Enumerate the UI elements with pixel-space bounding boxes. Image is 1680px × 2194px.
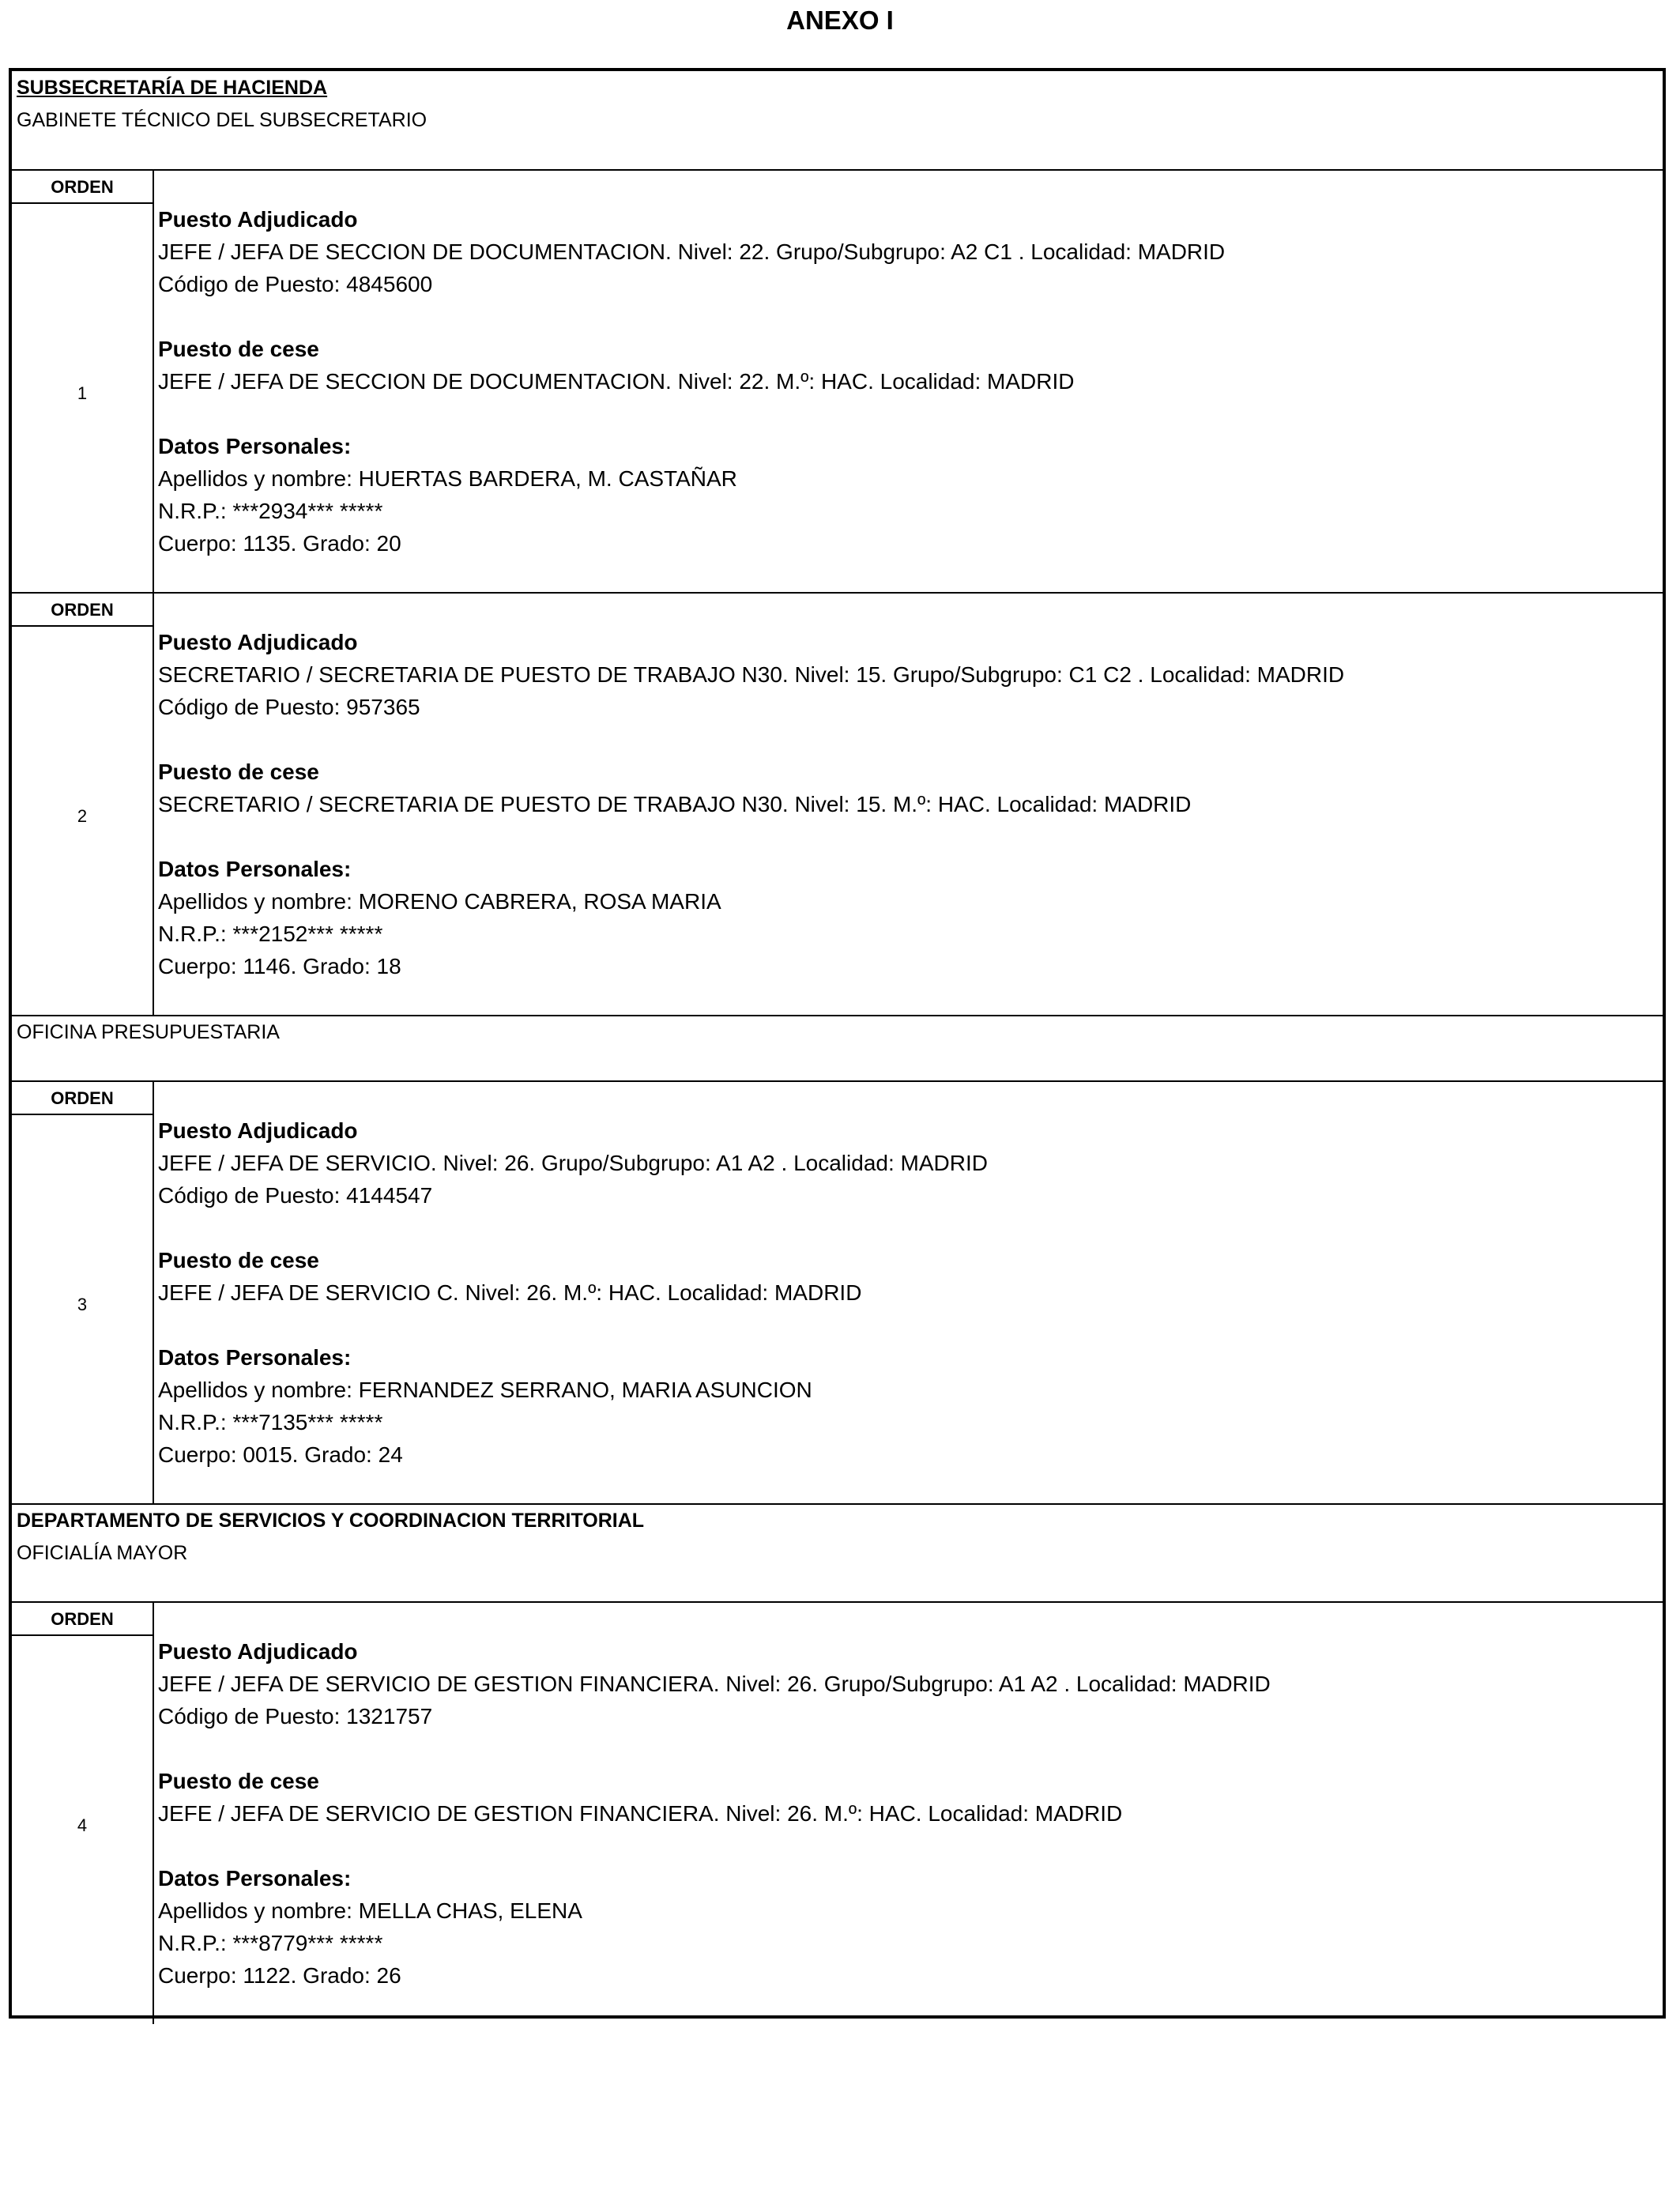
section-header <box>12 71 1663 169</box>
personales-heading: Datos Personales: <box>158 1345 352 1370</box>
cese-heading: Puesto de cese <box>158 760 319 784</box>
orden-label: ORDEN <box>12 1082 153 1115</box>
orden-column <box>12 594 154 1015</box>
adjudicado-text: JEFE / JEFA DE SERVICIO DE GESTION FINANCIERA. Nivel: 26. Grupo/Subgrupo: A1 A2 . Localidad: MADRID <box>158 1672 1271 1696</box>
orden-number: 3 <box>77 1295 88 1314</box>
orden-column <box>12 171 154 592</box>
section-title: SUBSECRETARÍA DE HACIENDA <box>17 77 328 99</box>
codigo-puesto: Código de Puesto: 957365 <box>158 695 420 719</box>
section-title: DEPARTAMENTO DE SERVICIOS Y COORDINACION TERRITORIAL <box>17 1510 645 1532</box>
cese-text: JEFE / JEFA DE SERVICIO DE GESTION FINANCIERA. Nivel: 26. M.º: HAC. Localidad: MADRID <box>158 1801 1123 1826</box>
adjudicado-heading: Puesto Adjudicado <box>158 630 358 654</box>
nrp-text: N.R.P.: ***2152*** ***** <box>158 922 383 946</box>
section-subtitle: OFICIALÍA MAYOR <box>17 1542 188 1564</box>
annex-table <box>9 68 1666 2019</box>
cuerpo-text: Cuerpo: 1135. Grado: 20 <box>158 531 401 556</box>
nombre-text: Apellidos y nombre: FERNANDEZ SERRANO, MARIA ASUNCION <box>158 1378 812 1402</box>
nombre-text: Apellidos y nombre: HUERTAS BARDERA, M. CASTAÑAR <box>158 466 737 491</box>
nrp-text: N.R.P.: ***2934*** ***** <box>158 499 383 523</box>
cese-heading: Puesto de cese <box>158 1769 319 1793</box>
cuerpo-text: Cuerpo: 0015. Grado: 24 <box>158 1442 403 1467</box>
codigo-puesto: Código de Puesto: 4845600 <box>158 272 433 296</box>
section-header <box>12 1503 1663 1601</box>
adjudicado-text: JEFE / JEFA DE SERVICIO. Nivel: 26. Grupo/Subgrupo: A1 A2 . Localidad: MADRID <box>158 1151 988 1175</box>
adjudicado-heading: Puesto Adjudicado <box>158 1118 358 1143</box>
entry-details <box>158 203 1225 560</box>
assignment-entry <box>12 169 1663 592</box>
personales-heading: Datos Personales: <box>158 434 352 458</box>
nrp-text: N.R.P.: ***7135*** ***** <box>158 1410 383 1434</box>
orden-column <box>12 1603 154 2024</box>
entry-details <box>158 1114 988 1471</box>
orden-label: ORDEN <box>12 594 153 627</box>
cuerpo-text: Cuerpo: 1122. Grado: 26 <box>158 1963 401 1988</box>
adjudicado-heading: Puesto Adjudicado <box>158 207 358 232</box>
codigo-puesto: Código de Puesto: 1321757 <box>158 1704 433 1728</box>
section-subtitle: GABINETE TÉCNICO DEL SUBSECRETARIO <box>17 109 428 131</box>
orden-number: 4 <box>77 1815 88 1835</box>
orden-number: 2 <box>77 806 88 826</box>
section-subtitle: OFICINA PRESUPUESTARIA <box>17 1021 280 1043</box>
orden-label: ORDEN <box>12 1603 153 1636</box>
orden-column <box>12 1082 154 1503</box>
adjudicado-text: JEFE / JEFA DE SECCION DE DOCUMENTACION. Nivel: 22. Grupo/Subgrupo: A2 C1 . Localidad: MADRID <box>158 239 1226 264</box>
section-header <box>12 1015 1663 1080</box>
assignment-entry <box>12 1080 1663 1503</box>
personales-heading: Datos Personales: <box>158 857 352 881</box>
orden-label: ORDEN <box>12 171 153 204</box>
codigo-puesto: Código de Puesto: 4144547 <box>158 1183 433 1208</box>
cese-text: JEFE / JEFA DE SERVICIO C. Nivel: 26. M.º: HAC. Localidad: MADRID <box>158 1280 862 1305</box>
cese-heading: Puesto de cese <box>158 1248 319 1272</box>
personales-heading: Datos Personales: <box>158 1866 352 1891</box>
adjudicado-heading: Puesto Adjudicado <box>158 1639 358 1664</box>
entry-details <box>158 1635 1271 1992</box>
assignment-entry <box>12 592 1663 1015</box>
page-title: ANEXO I <box>786 6 894 35</box>
nrp-text: N.R.P.: ***8779*** ***** <box>158 1931 383 1955</box>
cuerpo-text: Cuerpo: 1146. Grado: 18 <box>158 954 401 978</box>
entry-details <box>158 626 1344 982</box>
cese-heading: Puesto de cese <box>158 337 319 361</box>
adjudicado-text: SECRETARIO / SECRETARIA DE PUESTO DE TRABAJO N30. Nivel: 15. Grupo/Subgrupo: C1 C2 . Localidad: MADRID <box>158 662 1345 687</box>
cese-text: SECRETARIO / SECRETARIA DE PUESTO DE TRABAJO N30. Nivel: 15. M.º: HAC. Localidad: MADRID <box>158 792 1192 816</box>
cese-text: JEFE / JEFA DE SECCION DE DOCUMENTACION. Nivel: 22. M.º: HAC. Localidad: MADRID <box>158 369 1075 394</box>
nombre-text: Apellidos y nombre: MELLA CHAS, ELENA <box>158 1898 582 1923</box>
assignment-entry <box>12 1601 1663 2024</box>
orden-number: 1 <box>77 383 88 403</box>
nombre-text: Apellidos y nombre: MORENO CABRERA, ROSA MARIA <box>158 889 721 914</box>
